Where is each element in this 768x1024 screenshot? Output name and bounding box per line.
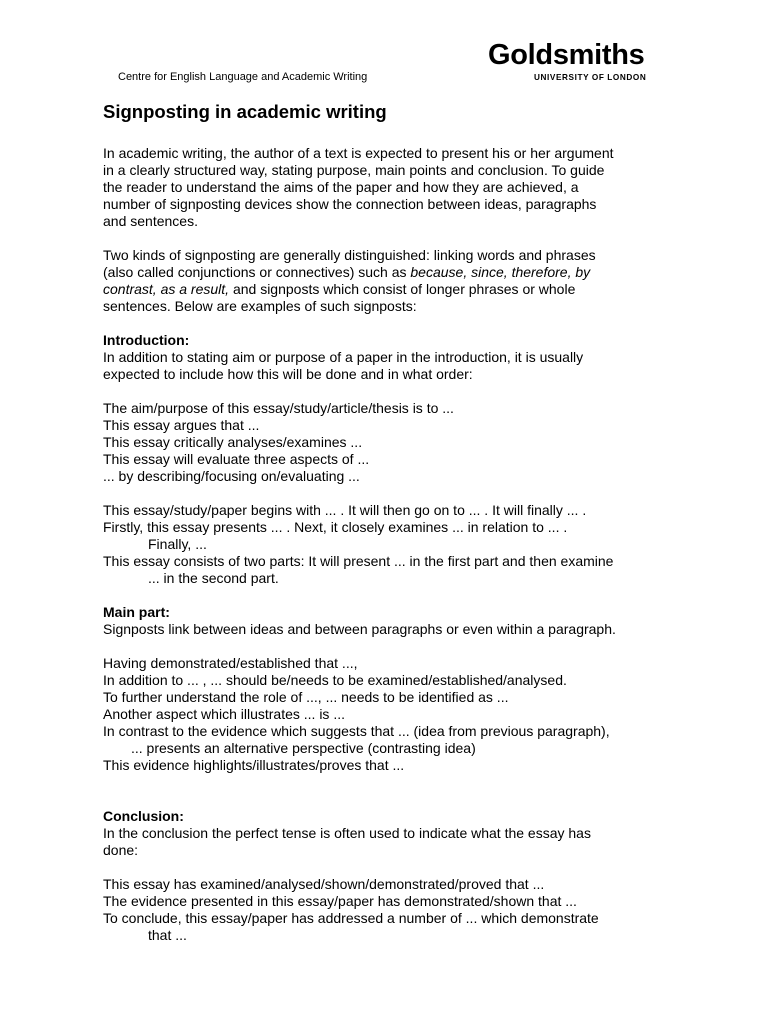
text-line: sentences. Below are examples of such signposts: (103, 298, 417, 314)
example-line: Having demonstrated/established that ..., (103, 655, 358, 671)
logo-wordmark: Goldsmiths (488, 39, 645, 71)
example-line: This essay consists of two parts: It will present ... in the first part and then examine (103, 553, 614, 569)
main-part-section (103, 604, 678, 774)
example-line-continued: ... in the second part. (148, 570, 279, 586)
example-line-continued: that ... (148, 927, 187, 943)
section-heading-conclusion: Conclusion: (103, 808, 184, 824)
example-line: This evidence highlights/illustrates/proves that ... (103, 757, 405, 773)
centre-name: Centre for English Language and Academic Writing (118, 71, 368, 83)
text-line: and sentences. (103, 213, 198, 229)
example-line: This essay has examined/analysed/shown/demonstrated/proved that ... (103, 876, 545, 892)
example-line: This essay/study/paper begins with ... . It will then go on to ... . It will finally ... . (103, 502, 587, 518)
example-line: To conclude, this essay/paper has addressed a number of ... which demonstrate (103, 910, 599, 926)
text-line: the reader to understand the aims of the paper and how they are achieved, a (103, 179, 579, 195)
text-fragment: (also called conjunctions or connectives) such as (103, 264, 411, 280)
text-fragment: and signposts which consist of longer phrases or whole (229, 281, 576, 297)
kinds-paragraph (103, 247, 678, 315)
text-line (103, 281, 678, 298)
text-line: In the conclusion the perfect tense is often used to indicate what the essay has (103, 825, 591, 841)
example-line: This essay argues that ... (103, 417, 260, 433)
text-line: In addition to stating aim or purpose of a paper in the introduction, it is usually (103, 349, 584, 365)
example-line: Another aspect which illustrates ... is ... (103, 706, 345, 722)
text-line: done: (103, 842, 139, 858)
italic-examples: because, since, therefore, by (410, 264, 591, 280)
text-line (103, 264, 678, 281)
text-line: Two kinds of signposting are generally distinguished: linking words and phrases (103, 247, 596, 263)
example-line-continued: Finally, ... (148, 536, 207, 552)
conclusion-section (103, 808, 678, 944)
example-line: To further understand the role of ..., ... needs to be identified as ... (103, 689, 509, 705)
text-line: In academic writing, the author of a text is expected to present his or her argument (103, 145, 614, 161)
example-line: The aim/purpose of this essay/study/article/thesis is to ... (103, 400, 454, 416)
text-line: expected to include how this will be done and in what order: (103, 366, 473, 382)
page-title: Signposting in academic writing (103, 101, 387, 122)
introduction-section (103, 332, 678, 587)
italic-examples: contrast, as a result, (103, 281, 230, 297)
text-line: Signposts link between ideas and between paragraphs or even within a paragraph. (103, 621, 616, 637)
section-heading-main-part: Main part: (103, 604, 170, 620)
example-line: In contrast to the evidence which suggests that ... (idea from previous paragraph), (103, 723, 610, 739)
intro-paragraph (103, 145, 678, 230)
text-line: number of signposting devices show the connection between ideas, paragraphs (103, 196, 597, 212)
section-heading-introduction: Introduction: (103, 332, 190, 348)
example-line-continued: ... presents an alternative perspective (contrasting idea) (131, 740, 476, 756)
example-line: The evidence presented in this essay/paper has demonstrated/shown that ... (103, 893, 577, 909)
example-line: This essay critically analyses/examines ... (103, 434, 363, 450)
example-line: This essay will evaluate three aspects of ... (103, 451, 370, 467)
example-line: Firstly, this essay presents ... . Next, it closely examines ... in relation to ... . (103, 519, 568, 535)
text-line: in a clearly structured way, stating purpose, main points and conclusion. To guide (103, 162, 605, 178)
document-body (103, 145, 678, 944)
example-line: ... by describing/focusing on/evaluating ... (103, 468, 360, 484)
example-line: In addition to ... , ... should be/needs to be examined/established/analysed. (103, 672, 567, 688)
logo-subtitle: UNIVERSITY OF LONDON (534, 73, 647, 82)
goldsmiths-logo (488, 40, 664, 83)
